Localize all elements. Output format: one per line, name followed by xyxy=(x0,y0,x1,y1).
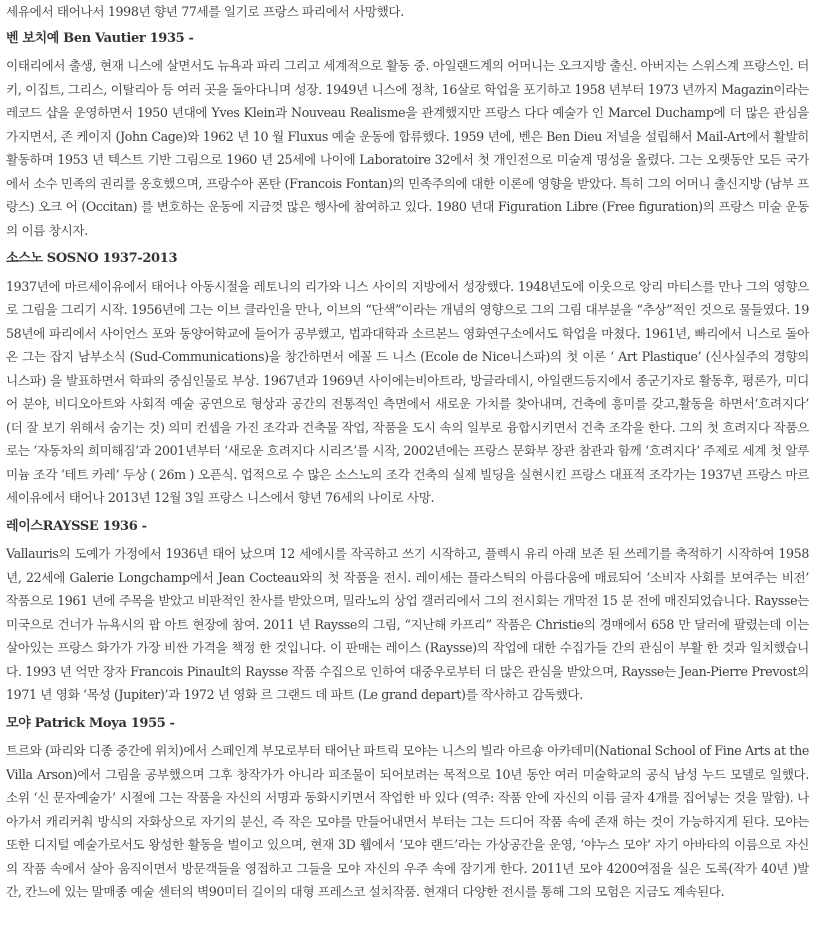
artist-section-sosno xyxy=(6,247,809,510)
artist-heading-raysse: 레이스RAYSSE 1936 - xyxy=(6,518,147,534)
artist-heading-sosno: 소스노 SOSNO 1937-2013 xyxy=(6,251,178,266)
artist-bio-raysse: Vallauris의 도예가 가정에서 1936년 태어 났으며 12 세에시를 작곡하고 쓰기 시작하고, 플렉시 유리 아래 보존 된 쓰레기를 축적하기 시작하여 1958 년, 22세에 Galerie Longchamp에서 Jean Cocteau와의 첫 작품을 전시. 레이세는 플라스틱의 아름다움에 매료되어 ‘소비자 사회를 보여주는 비전’ 작품으로 1961 년에 주목을 받았고 비판적인 찬사를 받았으며, 밀라노의 상업 갤러리에서 그의 전시회는 개막전 15 분 전에 매진되었습니다. Raysse는 미국으로 건너가 뉴욕시의 팝 아트 현장에 참여. 2011 년 Raysse의 그림, “지난해 카프리” 작품은 Christie의 경매에서 658 만 달러에 팔렸는데 이는 살아있는 프랑스 화가가 가장 비싼 가격을 책정 한 것입니다. 이 판매는 레이스 (Raysse)의 작업에 대한 수집가들 간의 관심이 부활 한 것과 일치했습니다. 1993 년 억만 장자 Francois Pinault의 Raysse 작품 수집으로 인하여 대중우로부터 더 많은 관심을 받았으며, Raysse는 Jean-Pierre Prevost의 1971 년 영화 ‘목성 (Jupiter)’과 1972 년 영화 르 그랜드 데 파트 (Le grand depart)를 작사하고 감독했다. xyxy=(6,546,809,702)
artist-heading-vautier: 벤 보치예 Ben Vautier 1935 - xyxy=(6,30,194,46)
artist-heading-moya: 모야 Patrick Moya 1955 - xyxy=(6,715,175,731)
artist-section-moya xyxy=(6,712,809,904)
artist-bio-sosno: 1937년에 마르세이유에서 태어나 아동시절을 레토니의 리가와 니스 사이의 지방에서 성장했다. 1948년도에 이웃으로 앙리 마티스를 만나 그의 영향으로 그림을 그리기 시작. 1956년에 그는 이브 클라인을 만나, 이브의 “단색”이라는 개념의 영향으로 그의 그림 대부분을 “추상”적인 것으로 물들였다. 1958년에 파리에서 사이언스 포와 동양어학교에 들어가 공부했고, 법과대학과 소르본느 영화연구소에서도 학업을 마쳤다. 1961년, 빠리에서 니스로 돌아온 그는 잡지 남부소식 (Sud-Communications)을 창간하면서 에꼴 드 니스 (Ecole de Nice니스파)의 첫 이론 ‘ Art Plastique’ (신사실주의 경향의 니스파) 을 발표하면서 학파의 중심인물로 부상. 1967년과 1969년 사이에는비아트라, 방글라데시, 아일랜드등지에서 종군기자로 활동후, 평론가, 미디어 분야, 비디오아트와 사회적 예술 공연으로 형상과 공간의 전통적인 측면에서 새로운 가치를 찾아내며, 건축에 흥미를 갖고,활동을 하면서‘흐려지다’ (더 잘 보기 위해서 숨기는 것) 의미 컨셉을 가진 조각과 건축물 작업, 작품을 도시 속의 일부로 융합시키면서 건축 조각을 한다. 그의 첫 흐려지다 작품으로는 ‘자동차의 희미해짐’과 2001년부터 ‘새로운 흐려지다 시리즈’를 시작, 2002년에는 프랑스 문화부 장관 참관과 함께 ‘흐려지다’ 주제로 세계 첫 알루미늄 조각 ‘테트 카레’ 두상 ( 26m ) 오픈식. 업적으로 수 많은 소스노의 조각 건축의 실제 빌딩을 실현시킨 프랑스 대표적 조각가는 1937년 프랑스 마르세이유에서 태어나 2013년 12월 3일 프랑스 니스에서 향년 76세의 나이로 사망. xyxy=(6,278,809,505)
artist-bio-moya: 트르와 (파리와 디종 중간에 위치)에서 스페인계 부모로부터 태어난 파트릭 모야는 니스의 빌라 아르숑 아카데미(National School of Fine Arts at the Villa Arson)에서 그림을 공부했으며 그후 창작가가 아니라 피조물이 되어보려는 목적으로 10년 동안 여러 미술학교의 공식 남성 누드 모델로 일했다. 소위 ‘신 문자예술가’ 시절에 그는 작품을 자신의 서명과 동화시키면서 작업한 바 있다 (역주: 작품 안에 자신의 이름 글자 4개를 집어넣는 것을 말함). 나아가서 캐리커춰 방식의 자화상으로 자기의 분신, 즉 작은 모야를 만들어내면서 부터는 그는 드디어 작품 속에 존재 하는 것이 가능하지게 된다. 모야는 또한 디지털 예술가로서도 왕성한 활동을 벌이고 있으며, 현재 3D 웹에서 ‘모야 랜드’라는 가상공간을 운영, ‘야누스 모야’ 자기 아바타의 이름으로 자신의 작품 속에서 살아 움직이면서 방문객들을 영접하고 그들을 모야 자신의 우주 속에 잠기게 한다. 2011년 모야 4200여점을 실은 도록(작가 40년 )발간, 칸느에 있는 말매종 예술 센터의 벽90미터 길이의 대형 프레스코 설치작품. 현재더 다양한 전시를 통해 그의 모험은 지금도 계속된다. xyxy=(6,743,809,899)
artist-section-vautier xyxy=(6,27,809,243)
artist-bio-vautier: 이태리에서 출생, 현재 니스에 살면서도 뉴욕과 파리 그리고 세계적으로 활동 중. 아일랜드계의 어머니는 오크지방 출신. 아버지는 스위스계 프랑스인. 터키, 이집트, 그리스, 이탈리아 등 여러 곳을 돌아다니며 성장. 1949년 니스에 정착, 16살로 학업을 포기하고 1958 년부터 1973 년까지 Magazin이라는 레코드 샵을 운영하면서 1950 년대에 Yves Klein과 Nouveau Realisme을 관계했지만 프랑스 다다 예술가 인 Marcel Duchamp에 더 많은 관심을 가지면서, 존 케이지 (John Cage)와 1962 년 10 월 Fluxus 예술 운동에 합류했다. 1959 년에, 벤은 Ben Dieu 저널을 설립해서 Mail-Art에서 활발히 활동하며 1953 년 텍스트 기반 그림으로 1960 년 25세에 나이에 Laboratoire 32에서 첫 개인전으로 미술계 명성을 올렸다. 그는 오랫동안 모든 국가에서 소수 민족의 권리를 옹호했으며, 프랑수아 폰탄 (Francois Fontan)의 민족주의에 대한 이론에 영향을 받았다. 특히 그의 어머니 출신지방 (남부 프랑스) 오크 어 (Occitan) 를 변호하는 운동에 지금껏 많은 행사에 참여하고 있다. 1980 년대 Figuration Libre (Free figuration)의 프랑스 미술 운동의 이름 창시자. xyxy=(6,58,809,238)
artist-section-raysse xyxy=(6,515,809,707)
intro-line: 세유에서 태어나서 1998년 향년 77세를 일기로 프랑스 파리에서 사망했다. xyxy=(6,4,404,19)
